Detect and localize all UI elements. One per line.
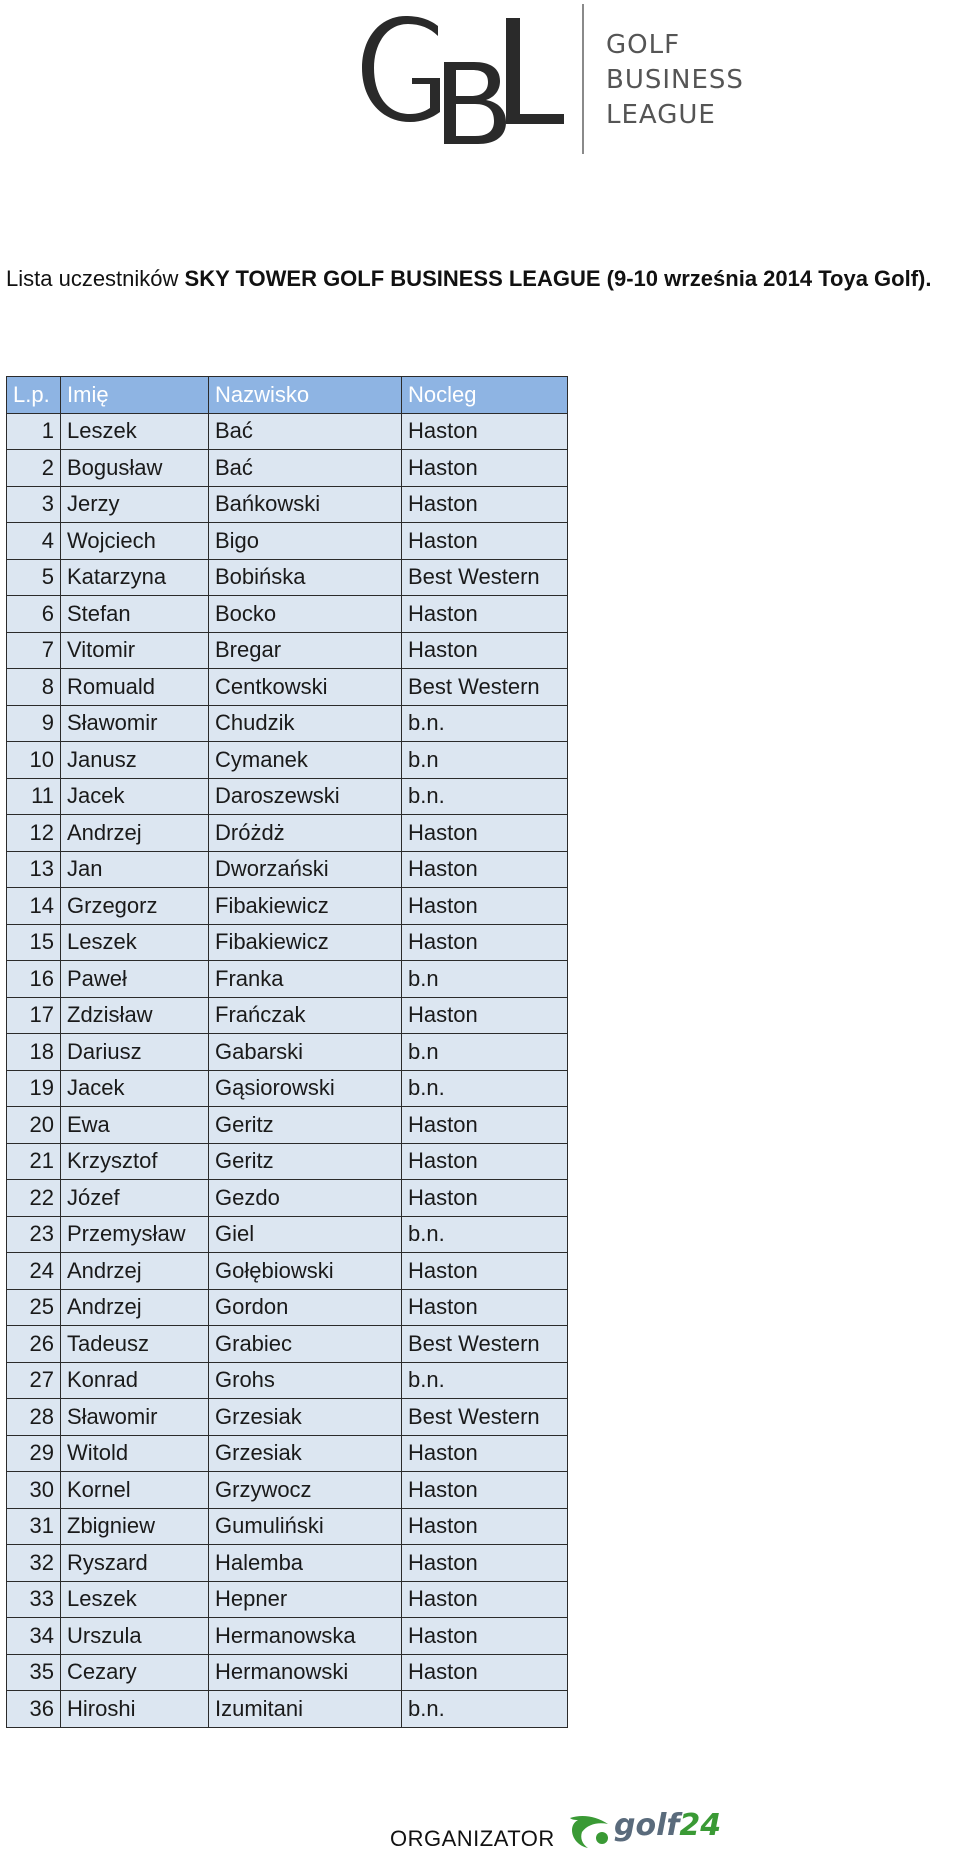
cell-imie: Witold [61, 1435, 209, 1472]
cell-nazwisko: Chudzik [209, 705, 402, 742]
cell-nazwisko: Gołębiowski [209, 1253, 402, 1290]
cell-nocleg: Haston [402, 888, 568, 925]
cell-nocleg: Haston [402, 1581, 568, 1618]
cell-imie: Janusz [61, 742, 209, 779]
table-row [7, 1618, 568, 1655]
cell-nazwisko: Bać [209, 413, 402, 450]
column-header-nocleg: Nocleg [402, 377, 568, 414]
cell-nazwisko: Cymanek [209, 742, 402, 779]
column-header-nazwisko: Nazwisko [209, 377, 402, 414]
cell-nocleg: Haston [402, 486, 568, 523]
table-row [7, 1545, 568, 1582]
golf24-number: 24 [679, 1808, 722, 1843]
cell-imie: Konrad [61, 1362, 209, 1399]
table-row [7, 961, 568, 998]
cell-imie: Cezary [61, 1654, 209, 1691]
table-row [7, 742, 568, 779]
cell-lp: 26 [7, 1326, 61, 1363]
cell-nocleg: Haston [402, 1654, 568, 1691]
cell-imie: Jacek [61, 778, 209, 815]
table-row [7, 1691, 568, 1728]
column-header-imie: Imię [61, 377, 209, 414]
cell-lp: 22 [7, 1180, 61, 1217]
cell-imie: Leszek [61, 924, 209, 961]
cell-nazwisko: Bańkowski [209, 486, 402, 523]
cell-nocleg: Best Western [402, 1399, 568, 1436]
cell-nocleg: Haston [402, 1508, 568, 1545]
cell-imie: Katarzyna [61, 559, 209, 596]
cell-lp: 10 [7, 742, 61, 779]
cell-nocleg: Haston [402, 997, 568, 1034]
logo-wordmark [606, 28, 766, 133]
cell-lp: 16 [7, 961, 61, 998]
cell-nazwisko: Franka [209, 961, 402, 998]
cell-nocleg: b.n. [402, 1691, 568, 1728]
cell-nocleg: b.n. [402, 1362, 568, 1399]
cell-lp: 23 [7, 1216, 61, 1253]
cell-imie: Kornel [61, 1472, 209, 1509]
organizer-label: ORGANIZATOR [390, 1826, 555, 1851]
cell-nazwisko: Izumitani [209, 1691, 402, 1728]
cell-lp: 27 [7, 1362, 61, 1399]
table-row [7, 1253, 568, 1290]
table-row [7, 596, 568, 633]
table-row [7, 705, 568, 742]
cell-nazwisko: Gordon [209, 1289, 402, 1326]
cell-lp: 12 [7, 815, 61, 852]
cell-imie: Paweł [61, 961, 209, 998]
table-row [7, 1034, 568, 1071]
cell-imie: Andrzej [61, 815, 209, 852]
intro-prefix: Lista uczestników [6, 266, 185, 291]
table-row [7, 1070, 568, 1107]
cell-imie: Grzegorz [61, 888, 209, 925]
cell-nazwisko: Bobińska [209, 559, 402, 596]
table-row [7, 851, 568, 888]
cell-lp: 7 [7, 632, 61, 669]
cell-imie: Romuald [61, 669, 209, 706]
table-row [7, 1326, 568, 1363]
cell-nocleg: b.n. [402, 778, 568, 815]
golf24-word: golf [614, 1808, 680, 1843]
table-row [7, 1180, 568, 1217]
table-row [7, 486, 568, 523]
cell-lp: 29 [7, 1435, 61, 1472]
cell-imie: Leszek [61, 1581, 209, 1618]
cell-nocleg: b.n [402, 1034, 568, 1071]
cell-lp: 21 [7, 1143, 61, 1180]
cell-nocleg: b.n [402, 961, 568, 998]
cell-nazwisko: Gabarski [209, 1034, 402, 1071]
cell-lp: 35 [7, 1654, 61, 1691]
cell-lp: 18 [7, 1034, 61, 1071]
cell-imie: Ryszard [61, 1545, 209, 1582]
column-header-lp: L.p. [7, 377, 61, 414]
cell-imie: Vitomir [61, 632, 209, 669]
table-row [7, 888, 568, 925]
cell-nazwisko: Bregar [209, 632, 402, 669]
cell-lp: 6 [7, 596, 61, 633]
cell-nazwisko: Daroszewski [209, 778, 402, 815]
intro-heading [6, 266, 956, 292]
cell-lp: 25 [7, 1289, 61, 1326]
cell-nocleg: Haston [402, 1143, 568, 1180]
cell-imie: Józef [61, 1180, 209, 1217]
cell-lp: 14 [7, 888, 61, 925]
cell-imie: Urszula [61, 1618, 209, 1655]
table-row [7, 1289, 568, 1326]
cell-imie: Dariusz [61, 1034, 209, 1071]
cell-imie: Stefan [61, 596, 209, 633]
cell-imie: Ewa [61, 1107, 209, 1144]
intro-event-title: SKY TOWER GOLF BUSINESS LEAGUE (9-10 września 2014 Toya Golf). [184, 266, 932, 291]
table-row [7, 1435, 568, 1472]
cell-lp: 4 [7, 523, 61, 560]
table-row [7, 1508, 568, 1545]
table-row [7, 1107, 568, 1144]
cell-nocleg: Haston [402, 1289, 568, 1326]
cell-nazwisko: Gezdo [209, 1180, 402, 1217]
cell-imie: Sławomir [61, 705, 209, 742]
table-row [7, 1362, 568, 1399]
cell-imie: Jan [61, 851, 209, 888]
cell-nocleg: Best Western [402, 1326, 568, 1363]
cell-lp: 17 [7, 997, 61, 1034]
cell-imie: Zbigniew [61, 1508, 209, 1545]
cell-imie: Jacek [61, 1070, 209, 1107]
cell-nazwisko: Grzywocz [209, 1472, 402, 1509]
cell-nocleg: Haston [402, 523, 568, 560]
cell-nocleg: Haston [402, 1545, 568, 1582]
cell-nocleg: Haston [402, 815, 568, 852]
cell-nocleg: b.n. [402, 1070, 568, 1107]
cell-lp: 3 [7, 486, 61, 523]
cell-lp: 13 [7, 851, 61, 888]
cell-imie: Andrzej [61, 1253, 209, 1290]
cell-lp: 2 [7, 450, 61, 487]
cell-lp: 33 [7, 1581, 61, 1618]
cell-nocleg: Best Western [402, 669, 568, 706]
cell-nocleg: Haston [402, 632, 568, 669]
cell-nazwisko: Grabiec [209, 1326, 402, 1363]
table-row [7, 997, 568, 1034]
table-row [7, 1143, 568, 1180]
cell-nazwisko: Bigo [209, 523, 402, 560]
cell-lp: 34 [7, 1618, 61, 1655]
logo-line-business: BUSINESS [606, 65, 744, 95]
cell-nazwisko: Centkowski [209, 669, 402, 706]
cell-lp: 9 [7, 705, 61, 742]
cell-imie: Sławomir [61, 1399, 209, 1436]
cell-lp: 15 [7, 924, 61, 961]
cell-nazwisko: Hermanowski [209, 1654, 402, 1691]
cell-imie: Andrzej [61, 1289, 209, 1326]
cell-lp: 36 [7, 1691, 61, 1728]
cell-nazwisko: Gąsiorowski [209, 1070, 402, 1107]
cell-nocleg: Haston [402, 1472, 568, 1509]
cell-imie: Tadeusz [61, 1326, 209, 1363]
cell-imie: Leszek [61, 413, 209, 450]
cell-nazwisko: Fibakiewicz [209, 924, 402, 961]
cell-nazwisko: Bać [209, 450, 402, 487]
cell-lp: 1 [7, 413, 61, 450]
cell-nocleg: Haston [402, 1107, 568, 1144]
table-row [7, 1472, 568, 1509]
table-row [7, 632, 568, 669]
cell-nazwisko: Hepner [209, 1581, 402, 1618]
golf24-logo [568, 1808, 722, 1852]
cell-nocleg: Haston [402, 924, 568, 961]
gbl-monogram-icon [358, 4, 598, 154]
cell-nocleg: Haston [402, 450, 568, 487]
cell-lp: 31 [7, 1508, 61, 1545]
cell-lp: 20 [7, 1107, 61, 1144]
gbl-logo [358, 4, 758, 154]
cell-imie: Wojciech [61, 523, 209, 560]
logo-line-league: LEAGUE [606, 100, 716, 130]
cell-nocleg: b.n. [402, 705, 568, 742]
table-row [7, 559, 568, 596]
table-row [7, 450, 568, 487]
table-row [7, 523, 568, 560]
cell-nocleg: b.n [402, 742, 568, 779]
cell-nocleg: Haston [402, 1435, 568, 1472]
table-row [7, 413, 568, 450]
golf-swoosh-icon [568, 1808, 616, 1852]
table-header-row [7, 377, 568, 414]
cell-nazwisko: Hermanowska [209, 1618, 402, 1655]
cell-lp: 30 [7, 1472, 61, 1509]
cell-nazwisko: Fibakiewicz [209, 888, 402, 925]
logo-line-golf: GOLF [606, 30, 681, 60]
cell-imie: Bogusław [61, 450, 209, 487]
table-row [7, 1654, 568, 1691]
participants-table [6, 376, 568, 1728]
table-row [7, 778, 568, 815]
cell-nazwisko: Grzesiak [209, 1399, 402, 1436]
cell-nazwisko: Geritz [209, 1143, 402, 1180]
table-row [7, 924, 568, 961]
table-row [7, 1216, 568, 1253]
cell-nazwisko: Dworzański [209, 851, 402, 888]
cell-nazwisko: Halemba [209, 1545, 402, 1582]
cell-imie: Hiroshi [61, 1691, 209, 1728]
cell-nocleg: Haston [402, 851, 568, 888]
cell-lp: 19 [7, 1070, 61, 1107]
cell-nazwisko: Gumuliński [209, 1508, 402, 1545]
cell-nazwisko: Grohs [209, 1362, 402, 1399]
cell-nazwisko: Giel [209, 1216, 402, 1253]
table-row [7, 1581, 568, 1618]
cell-nocleg: Haston [402, 596, 568, 633]
cell-imie: Krzysztof [61, 1143, 209, 1180]
cell-nazwisko: Grzesiak [209, 1435, 402, 1472]
table-row [7, 1399, 568, 1436]
cell-imie: Przemysław [61, 1216, 209, 1253]
cell-lp: 32 [7, 1545, 61, 1582]
cell-nocleg: Haston [402, 413, 568, 450]
cell-nocleg: Best Western [402, 559, 568, 596]
cell-nazwisko: Dróżdż [209, 815, 402, 852]
cell-nazwisko: Frańczak [209, 997, 402, 1034]
table-row [7, 669, 568, 706]
cell-nocleg: Haston [402, 1253, 568, 1290]
cell-lp: 11 [7, 778, 61, 815]
cell-lp: 5 [7, 559, 61, 596]
cell-lp: 24 [7, 1253, 61, 1290]
cell-imie: Jerzy [61, 486, 209, 523]
cell-nazwisko: Bocko [209, 596, 402, 633]
cell-nazwisko: Geritz [209, 1107, 402, 1144]
golf24-wordmark [614, 1808, 721, 1843]
cell-imie: Zdzisław [61, 997, 209, 1034]
table-row [7, 815, 568, 852]
cell-nocleg: b.n. [402, 1216, 568, 1253]
cell-nocleg: Haston [402, 1180, 568, 1217]
cell-nocleg: Haston [402, 1618, 568, 1655]
cell-lp: 28 [7, 1399, 61, 1436]
cell-lp: 8 [7, 669, 61, 706]
